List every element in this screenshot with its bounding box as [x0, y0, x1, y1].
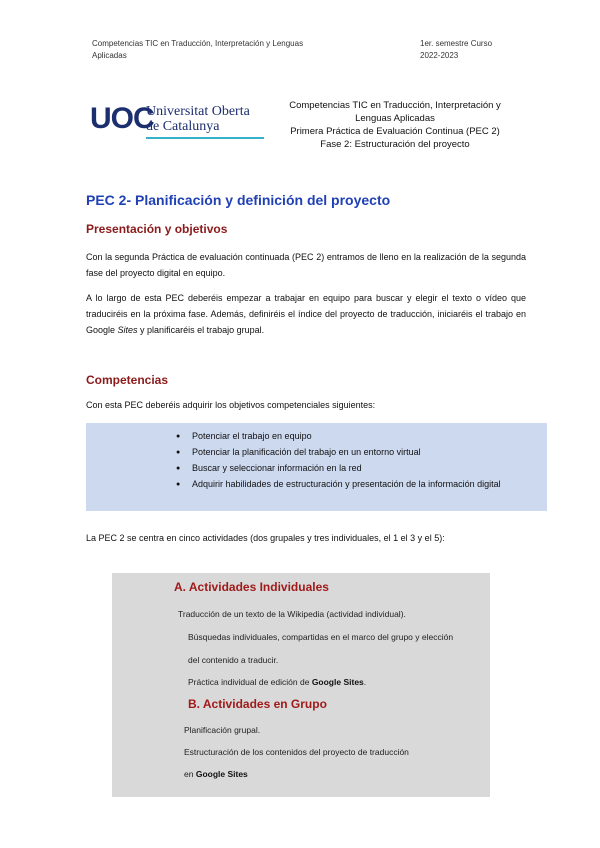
- running-header-semester-line2: 2022-2023: [420, 51, 459, 60]
- figure-a-item-3-bold: Google Sites: [311, 677, 364, 687]
- course-info: [268, 99, 522, 151]
- presentacion-paragraph-1: Con la segunda Práctica de evaluación continuada (PEC 2) entramos de lleno en la realización de la segunda fase del proyecto digital en equipo.: [86, 252, 526, 278]
- figure-a-item-3: [188, 676, 366, 688]
- uoc-logo: [90, 100, 270, 142]
- competencia-item: ● Adquirir habilidades de estructuración y presentación de la información digital: [176, 478, 546, 491]
- figure-b-item-1: Planificación grupal.: [184, 725, 261, 735]
- actividades-intro: La PEC 2 se centra en cinco actividades (dos grupales y tres individuales, el 1 el 3 y el 5):: [86, 533, 445, 543]
- presentacion-paragraph-2-a: A lo largo de esta PEC deberéis empezar a trabajar en equipo para buscar y elegir el texto o vídeo que traduciréis en la próxima fase. Además, definiréis el índice del proyecto de traducción, iniciaréis el trabajo en Google: [86, 293, 526, 335]
- competencia-item: ● Buscar y seleccionar información en la red: [176, 462, 546, 475]
- uoc-logo-name-line1: Universitat Oberta: [146, 104, 250, 119]
- competencias-intro: Con esta PEC deberéis adquirir los objetivos competenciales siguientes:: [86, 400, 376, 410]
- running-header-course-line1: Competencias TIC en Traducción, Interpretación y Lenguas: [92, 39, 304, 48]
- figure-a-item-3-post: .: [363, 677, 367, 687]
- course-info-line2: Lenguas Aplicadas: [355, 113, 435, 124]
- competencia-item: ● Potenciar el trabajo en equipo: [176, 430, 546, 443]
- running-header-semester: [420, 38, 492, 62]
- figure-a-item-2-line2: del contenido a traducir.: [188, 655, 279, 665]
- figure-b-item-2-pre: en: [184, 769, 196, 779]
- figure-heading-individuales: A. Actividades Individuales: [174, 580, 329, 594]
- running-header-course: [92, 38, 322, 62]
- figure-a-item-3-pre: Práctica individual de edición de: [188, 677, 312, 687]
- running-header-course-line2: Aplicadas: [92, 51, 127, 60]
- course-info-line1: Competencias TIC en Traducción, Interpretación y: [289, 100, 501, 111]
- figure-b-item-2-line1: Estructuración de los contenidos del proyecto de traducción: [184, 747, 409, 757]
- figure-b-item-2-line2: [184, 768, 248, 780]
- competencias-box: [86, 423, 547, 511]
- section-heading-presentacion: Presentación y objetivos: [86, 222, 228, 236]
- uoc-logo-mark: UOC: [90, 102, 154, 135]
- figure-a-item-1: Traducción de un texto de la Wikipedia (actividad individual).: [178, 609, 406, 619]
- course-info-line4: Fase 2: Estructuración del proyecto: [320, 139, 470, 150]
- presentacion-paragraph-2-b: y planificaréis el trabajo grupal.: [137, 325, 265, 335]
- document-title: PEC 2- Planificación y definición del proyecto: [86, 192, 391, 208]
- uoc-logo-name: [146, 104, 250, 134]
- section-heading-competencias: Competencias: [86, 373, 169, 387]
- actividades-figure: [112, 573, 490, 797]
- uoc-logo-underline: [146, 137, 264, 139]
- presentacion-paragraph-2: [86, 290, 526, 338]
- uoc-logo-name-line2: de Catalunya: [146, 119, 220, 134]
- figure-b-item-2-bold: Google Sites: [195, 769, 248, 779]
- figure-heading-grupo: B. Actividades en Grupo: [188, 697, 327, 711]
- course-info-line3: Primera Práctica de Evaluación Continua (PEC 2): [290, 126, 500, 137]
- competencias-list: [176, 430, 546, 494]
- presentacion-paragraph-2-em: Sites: [117, 325, 138, 335]
- competencia-item: ● Potenciar la planificación del trabajo en un entorno virtual: [176, 446, 462, 459]
- running-header-semester-line1: 1er. semestre Curso: [420, 39, 493, 48]
- figure-a-item-2-line1: Búsquedas individuales, compartidas en el marco del grupo y elección: [188, 632, 454, 642]
